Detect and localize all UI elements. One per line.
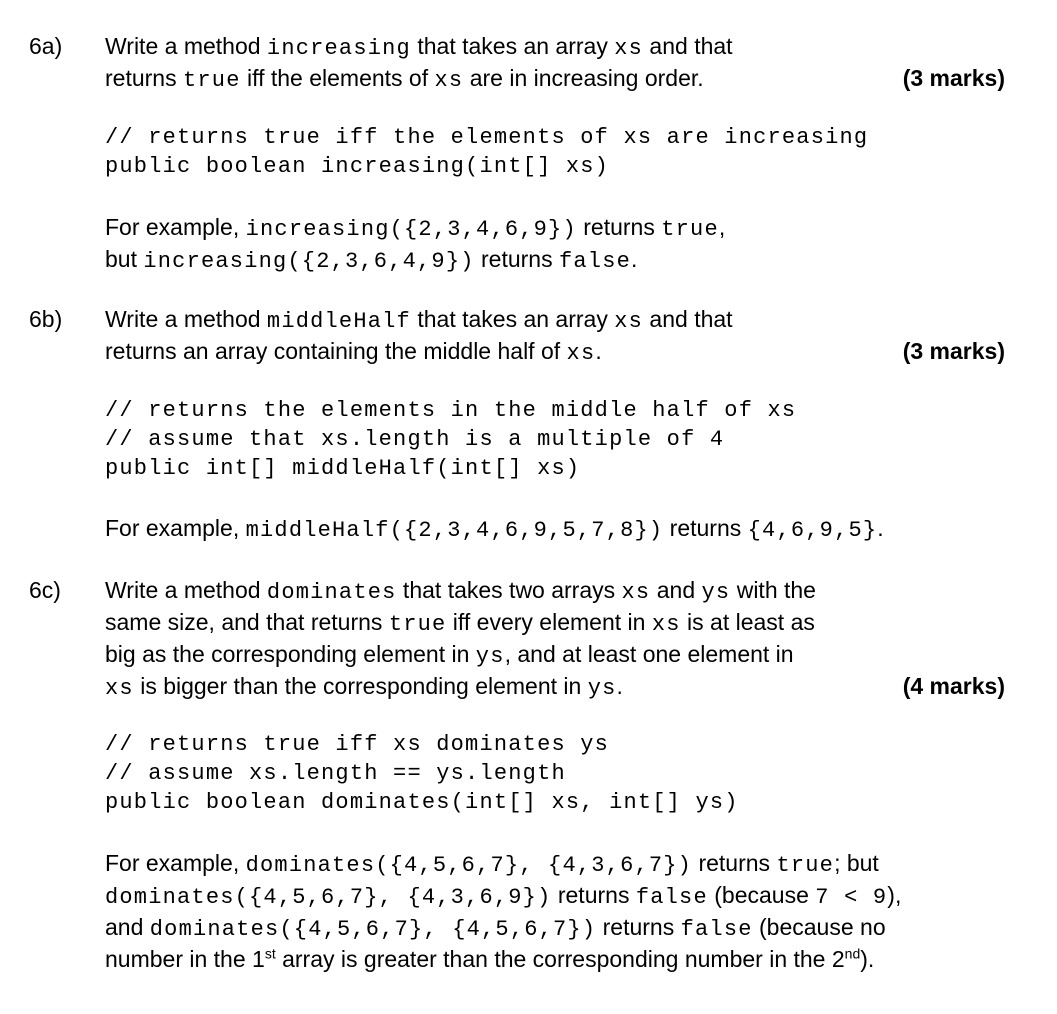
question-text-line: same size, and that returns true iff every element in xs is at least as	[105, 609, 815, 637]
example-line: and dominates({4,5,6,7}, {4,5,6,7}) returns false (because no	[105, 914, 886, 942]
example-line: For example, middleHalf({2,3,4,6,9,5,7,8}) returns {4,6,9,5}.	[105, 515, 884, 543]
question-text-line: returns an array containing the middle half of xs.	[105, 338, 602, 366]
marks-label: (3 marks)	[902, 65, 1005, 91]
question-number: 6b)	[29, 306, 63, 332]
question-number: 6c)	[29, 577, 61, 603]
example-line: For example, dominates({4,5,6,7}, {4,3,6,7}) returns true; but	[105, 850, 879, 878]
question-text-line: Write a method increasing that takes an array xs and that	[105, 33, 733, 61]
question-text-line: xs is bigger than the corresponding element in ys.	[105, 673, 623, 701]
example-line: but increasing({2,3,6,4,9}) returns false.	[105, 246, 638, 274]
code-line: // returns true iff the elements of xs are increasing	[105, 125, 869, 150]
code-line: public boolean dominates(int[] xs, int[] ys)	[105, 790, 739, 815]
question-text-line: Write a method middleHalf that takes an array xs and that	[105, 306, 733, 334]
code-line: // assume that xs.length is a multiple of 4	[105, 427, 725, 452]
code-line: public int[] middleHalf(int[] xs)	[105, 456, 581, 481]
code-line: // assume xs.length == ys.length	[105, 761, 566, 786]
code-line: public boolean increasing(int[] xs)	[105, 154, 610, 179]
example-line: dominates({4,5,6,7}, {4,3,6,9}) returns false (because 7 < 9),	[105, 882, 902, 910]
code-line: // returns true iff xs dominates ys	[105, 732, 610, 757]
question-number: 6a)	[29, 33, 63, 59]
marks-label: (3 marks)	[902, 338, 1005, 364]
example-line: number in the 1st array is greater than the corresponding number in the 2nd).	[105, 945, 875, 972]
question-text-line: returns true iff the elements of xs are in increasing order.	[105, 65, 704, 93]
example-line: For example, increasing({2,3,4,6,9}) returns true,	[105, 214, 726, 242]
code-line: // returns the elements in the middle half of xs	[105, 398, 797, 423]
question-text-line: big as the corresponding element in ys, and at least one element in	[105, 641, 794, 669]
question-text-line: Write a method dominates that takes two arrays xs and ys with the	[105, 577, 816, 605]
marks-label: (4 marks)	[902, 673, 1005, 699]
